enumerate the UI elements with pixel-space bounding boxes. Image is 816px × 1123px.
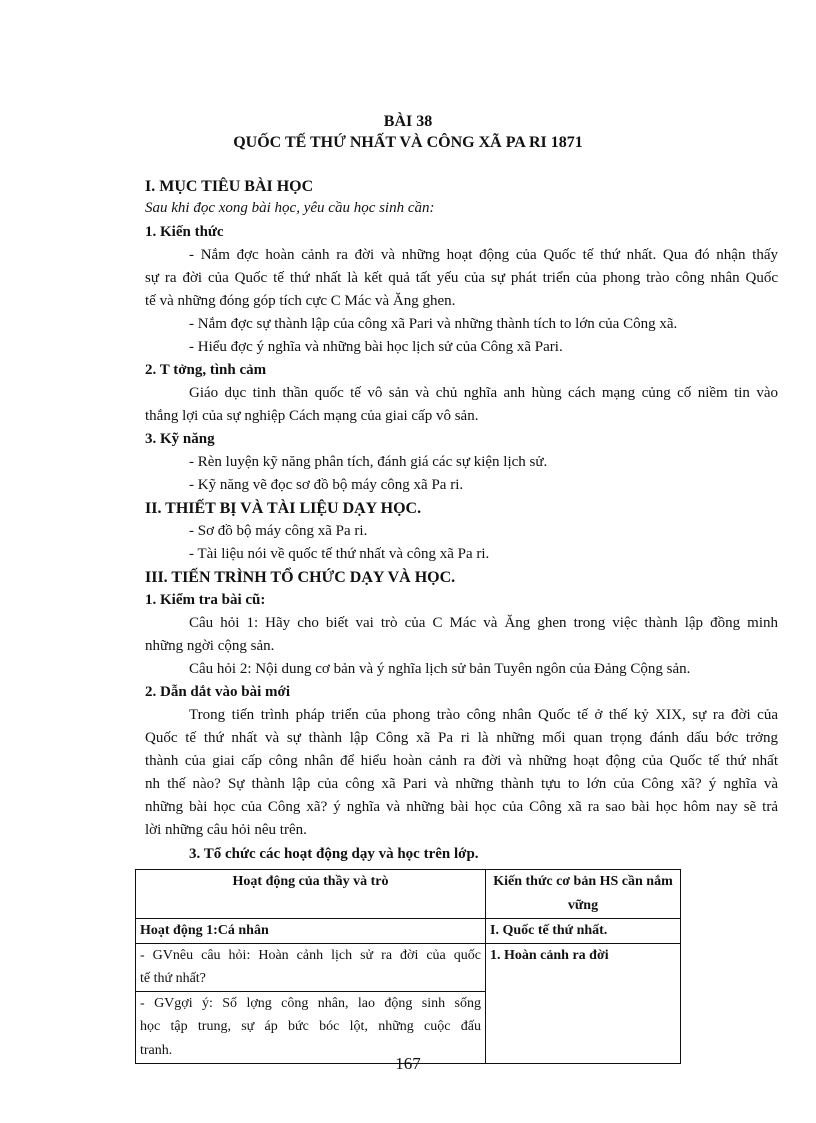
review-question-line: Câu hỏi 1: Hãy cho biết vai trò của C Mác và Ăng ghen trong việc thành lập đồng minh (189, 615, 778, 631)
section-3-heading: III. TIẾN TRÌNH TỔ CHỨC DẠY VÀ HỌC. (145, 569, 456, 586)
table-row (136, 919, 681, 1064)
activities-table (135, 869, 681, 1064)
table-cell-activities (136, 919, 486, 1064)
activity-hint-line: học tập trung, sự áp bức bóc lột, những cuộc đấu (140, 1019, 481, 1035)
thought-paragraph-line: Giáo dục tinh thần quốc tế vô sản và chủ nghĩa anh hùng cách mạng củng cố niềm tin vào (189, 385, 778, 401)
introduction-line: nh thế nào? Sự thành lập của công xã Pari và những thành tựu to lớn của Công xã? ý nghĩa và (145, 776, 778, 792)
skills-heading: 3. Kỹ năng (145, 431, 215, 447)
review-heading: 1. Kiểm tra bài cũ: (145, 592, 266, 608)
thought-heading: 2. T tởng, tình cảm (145, 362, 267, 378)
review-question-line: những ngời cộng sản. (145, 638, 275, 654)
skills-bullet: - Rèn luyện kỹ năng phân tích, đánh giá các sự kiện lịch sử. (189, 454, 548, 470)
page-number: 167 (395, 1054, 421, 1073)
introduction-line: Quốc tế thứ nhất và sự thành lập Công xã Pa ri là những mối quan trọng đánh dấu bớc trởng (145, 730, 778, 746)
review-question: Câu hỏi 2: Nội dung cơ bản và ý nghĩa lịch sử bản Tuyên ngôn của Đảng Cộng sản. (189, 661, 691, 677)
thought-paragraph-line: thắng lợi của sự nghiệp Cách mạng của giai cấp vô sản. (145, 408, 479, 424)
introduction-line: lời những câu hỏi nêu trên. (145, 822, 307, 838)
knowledge-section-title: I. Quốc tế thứ nhất. (490, 923, 608, 938)
introduction-line: Trong tiến trình pháp triển của phong trào công nhân Quốc tế ở thế kỷ XIX, sự ra đời của (189, 707, 778, 723)
activity-question-line: - GVnêu câu hỏi: Hoàn cảnh lịch sử ra đời của quốc (136, 943, 485, 968)
introduction-line: thành của giai cấp công nhân để hiểu hoàn cảnh ra đời và những hoạt động của Quốc tế thứ nhất (145, 753, 778, 769)
equipment-item: - Sơ đồ bộ máy công xã Pa ri. (189, 523, 368, 539)
table-cell-knowledge (486, 919, 681, 1064)
table-header-teacher-student: Hoạt động của thầy và trò (136, 870, 486, 919)
lesson-title: QUỐC TẾ THỨ NHẤT VÀ CÔNG XÃ PA RI 1871 (233, 134, 583, 151)
activities-heading: 3. Tổ chức các hoạt động dạy và học trên lớp. (189, 846, 479, 862)
activity-hint-line: tranh. (140, 1042, 173, 1058)
activity-hint-line: - GVgợi ý: Số lợng công nhân, lao động sinh sống (136, 991, 485, 1016)
skills-bullet: - Kỹ năng vẽ đọc sơ đồ bộ máy công xã Pa ri. (189, 477, 464, 493)
knowledge-paragraph-line: sự ra đời của Quốc tế thứ nhất là kết quả tất yếu của sự phát triển của phong trào công nhân Quốc (145, 270, 778, 286)
introduction-line: những bài học của Công xã? ý nghĩa và những bài học của Công xã ra sao bài học hôm nay sẽ trả (145, 799, 778, 815)
knowledge-paragraph-line: tế và những đóng góp tích cực C Mác và Ăng ghen. (145, 293, 456, 309)
introduction-heading: 2. Dẫn dắt vào bài mới (145, 684, 290, 700)
table-header-knowledge: Kiến thức cơ bản HS cần nắm vững (486, 870, 681, 919)
knowledge-bullet: - Nắm đợc sự thành lập của công xã Pari và những thành tích to lớn của Công xã. (189, 316, 678, 332)
knowledge-bullet: - Hiểu đợc ý nghĩa và những bài học lịch sử của Công xã Pari. (189, 339, 563, 355)
section-2-heading: II. THIẾT BỊ VÀ TÀI LIỆU DẠY HỌC. (145, 500, 422, 517)
section-1-intro: Sau khi đọc xong bài học, yêu cầu học sinh cần: (145, 200, 435, 216)
activity-title: Hoạt động 1:Cá nhân (140, 923, 269, 938)
table-header-row (136, 870, 681, 919)
knowledge-paragraph-line: - Nắm đợc hoàn cảnh ra đời và những hoạt động của Quốc tế thứ nhất. Qua đó nhận thấy (189, 247, 778, 263)
equipment-item: - Tài liệu nói về quốc tế thứ nhất và công xã Pa ri. (189, 546, 490, 562)
activity-question-line: tế thứ nhất? (140, 971, 206, 987)
section-1-heading: I. MỤC TIÊU BÀI HỌC (145, 178, 314, 195)
knowledge-heading: 1. Kiến thức (145, 224, 224, 240)
lesson-number: BÀI 38 (383, 113, 433, 130)
knowledge-subsection-title: 1. Hoàn cảnh ra đời (486, 943, 680, 968)
